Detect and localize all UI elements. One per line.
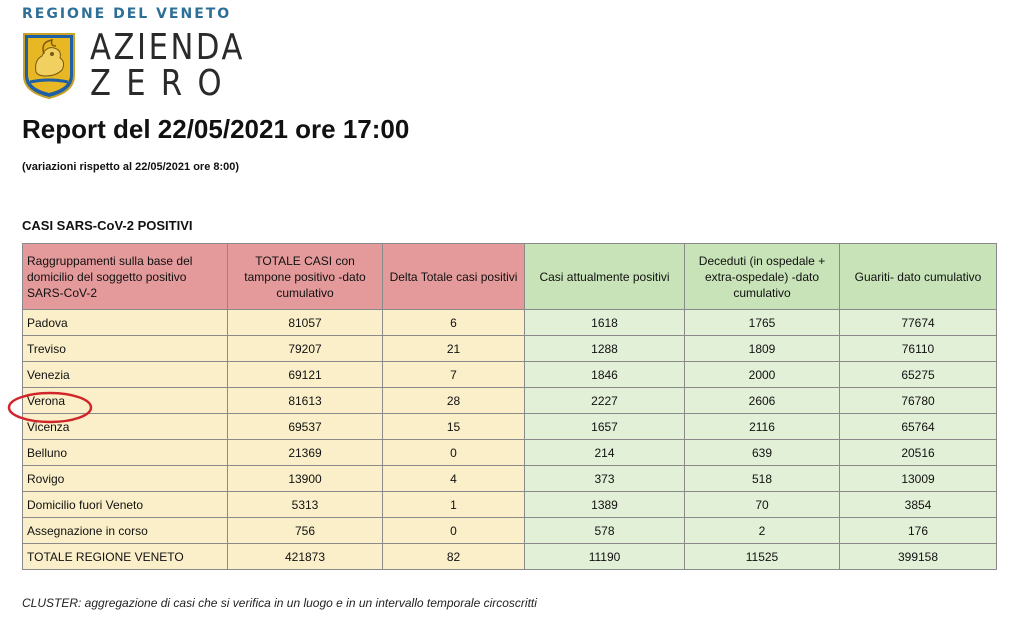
table-cell: 756: [228, 518, 383, 544]
table-cell: 15: [383, 414, 525, 440]
table-cell: 82: [383, 544, 525, 570]
table-row: [23, 518, 997, 544]
table-cell: 79207: [228, 336, 383, 362]
table-cell: 77674: [840, 310, 997, 336]
column-header-delta: Delta Totale casi positivi: [383, 244, 525, 310]
table-cell: 20516: [840, 440, 997, 466]
table-row: [23, 362, 997, 388]
table-cell: 578: [525, 518, 685, 544]
table-row-verona: [23, 388, 997, 414]
table-cell: 2116: [685, 414, 840, 440]
table-cell: 21: [383, 336, 525, 362]
table-cell: 1657: [525, 414, 685, 440]
table-row: [23, 414, 997, 440]
table-cell: 399158: [840, 544, 997, 570]
table-cell: 69537: [228, 414, 383, 440]
table-cell-name: Rovigo: [23, 466, 228, 492]
winged-lion-crest-icon: [22, 32, 76, 100]
table-cell: 70: [685, 492, 840, 518]
column-header-active-cases: Casi attualmente positivi: [525, 244, 685, 310]
logo-azienda: AZIENDA: [90, 27, 245, 68]
table-header-row: [23, 244, 997, 310]
logo-zero: ZERO: [90, 63, 237, 104]
table-cell-name: Verona: [23, 388, 228, 414]
table-row: [23, 336, 997, 362]
table-cell: 6: [383, 310, 525, 336]
table-cell: 421873: [228, 544, 383, 570]
table-cell-name: Assegnazione in corso: [23, 518, 228, 544]
table-cell: 2606: [685, 388, 840, 414]
table-cell: 13009: [840, 466, 997, 492]
column-header-recovered: Guariti- dato cumulativo: [840, 244, 997, 310]
table-cell-name: Treviso: [23, 336, 228, 362]
table-cell: 1765: [685, 310, 840, 336]
table-cell-name: Venezia: [23, 362, 228, 388]
table-cell-name: Domicilio fuori Veneto: [23, 492, 228, 518]
table-cell: 2000: [685, 362, 840, 388]
table-row: [23, 310, 997, 336]
table-cell: 214: [525, 440, 685, 466]
table-cell-name: TOTALE REGIONE VENETO: [23, 544, 228, 570]
table-cell: 2227: [525, 388, 685, 414]
table-cell: 81057: [228, 310, 383, 336]
table-cell-name: Vicenza: [23, 414, 228, 440]
table-row: [23, 440, 997, 466]
cases-table: [22, 243, 997, 570]
table-cell: 5313: [228, 492, 383, 518]
table-cell: 2: [685, 518, 840, 544]
table-cell: 518: [685, 466, 840, 492]
table-cell: 7: [383, 362, 525, 388]
table-cell: 0: [383, 518, 525, 544]
column-header-grouping: Raggruppamenti sulla base del domicilio del soggetto positivo SARS-CoV-2: [23, 244, 228, 310]
table-cell: 28: [383, 388, 525, 414]
table-row: [23, 466, 997, 492]
table-cell: 81613: [228, 388, 383, 414]
table-cell: 76780: [840, 388, 997, 414]
table-row: [23, 492, 997, 518]
table-cell: 21369: [228, 440, 383, 466]
table-cell: 176: [840, 518, 997, 544]
table-cell: 639: [685, 440, 840, 466]
table-cell: 1618: [525, 310, 685, 336]
table-cell-name: Padova: [23, 310, 228, 336]
report-subtitle: (variazioni rispetto al 22/05/2021 ore 8:00): [22, 161, 240, 173]
table-cell: 65764: [840, 414, 997, 440]
table-cell: 373: [525, 466, 685, 492]
column-header-deceased: Deceduti (in ospedale + extra-ospedale) -dato cumulativo: [685, 244, 840, 310]
table-cell: 11190: [525, 544, 685, 570]
table-cell: 69121: [228, 362, 383, 388]
table-cell: 1846: [525, 362, 685, 388]
table-cell: 0: [383, 440, 525, 466]
table-cell: 1389: [525, 492, 685, 518]
table-row-total: [23, 544, 997, 570]
table-cell: 3854: [840, 492, 997, 518]
table-cell: 76110: [840, 336, 997, 362]
section-title: CASI SARS-CoV-2 POSITIVI: [22, 218, 193, 233]
table-cell: 11525: [685, 544, 840, 570]
table-cell: 4: [383, 466, 525, 492]
table-cell-name: Belluno: [23, 440, 228, 466]
report-title: Report del 22/05/2021 ore 17:00: [22, 114, 410, 144]
table-cell: 1288: [525, 336, 685, 362]
region-name: REGIONE DEL VENETO: [22, 6, 232, 22]
column-header-total-cases: TOTALE CASI con tampone positivo -dato cumulativo: [228, 244, 383, 310]
footnote: CLUSTER: aggregazione di casi che si verifica in un luogo e in un intervallo temporale circoscritti: [22, 596, 537, 610]
table-cell: 65275: [840, 362, 997, 388]
table-cell: 1809: [685, 336, 840, 362]
table-cell: 13900: [228, 466, 383, 492]
table-cell: 1: [383, 492, 525, 518]
